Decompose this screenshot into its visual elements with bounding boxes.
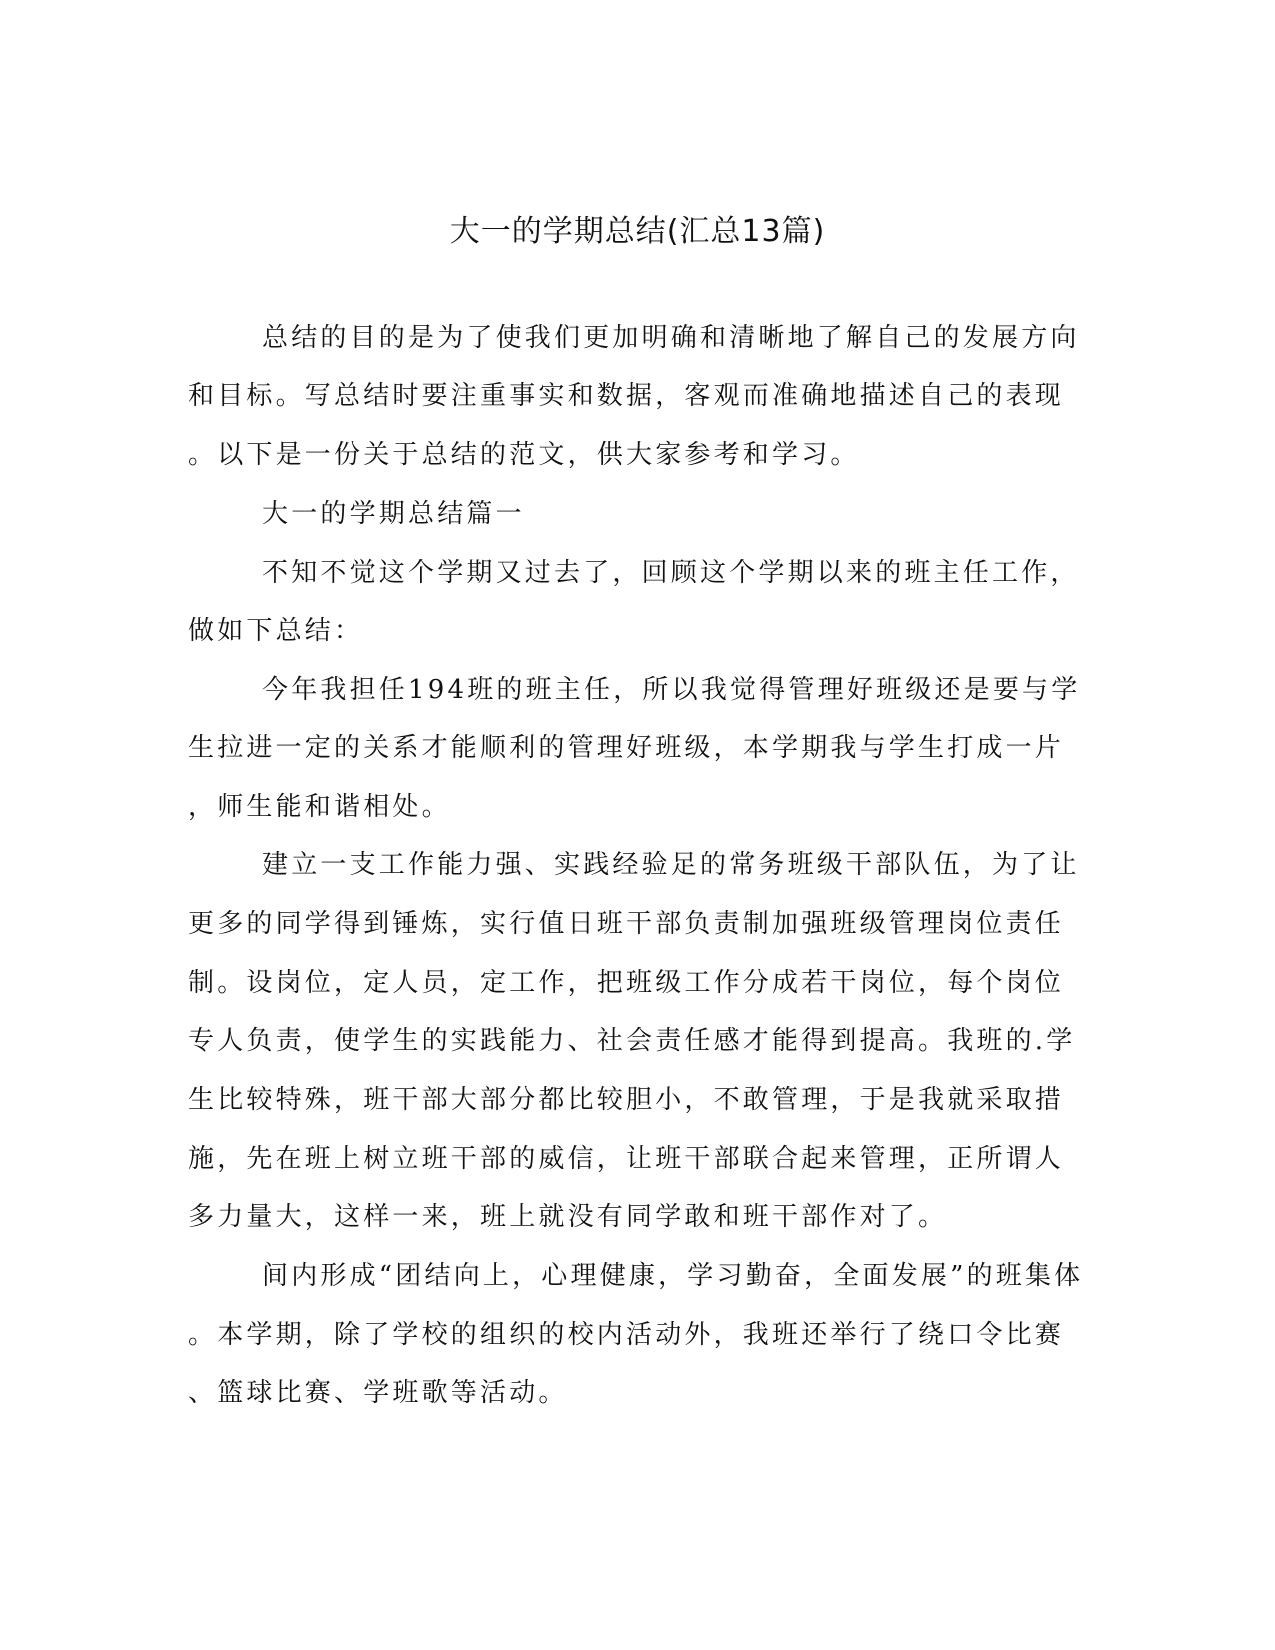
section-heading: 大一的学期总结篇一 — [262, 499, 525, 529]
paragraph3-line-4: 专人负责，使学生的实践能力、社会责任感才能得到提高。我班的.学 — [188, 1026, 1076, 1056]
paragraph2-line-1: 今年我担任194班的班主任，所以我觉得管理好班级还是要与学 — [262, 675, 1081, 705]
paragraph3-line-7: 多力量大，这样一来，班上就没有同学敢和班干部作对了。 — [188, 1202, 948, 1232]
paragraph4-line-1: 间内形成“团结向上，心理健康，学习勤奋，全面发展”的班集体 — [262, 1261, 1084, 1291]
paragraph3-line-1: 建立一支工作能力强、实践经验足的常务班级干部队伍，为了让 — [262, 850, 1080, 880]
paragraph3-line-2: 更多的同学得到锤炼，实行值日班干部负责制加强班级管理岗位责任 — [188, 909, 1065, 939]
paragraph2-line-2: 生拉进一定的关系才能顺利的管理好班级，本学期我与学生打成一片 — [188, 733, 1065, 763]
document-title: 大一的学期总结(汇总13篇) — [449, 214, 826, 249]
paragraph1-line-2: 做如下总结： — [188, 616, 364, 646]
paragraph4-line-3: 、篮球比赛、学班歌等活动。 — [188, 1378, 568, 1408]
intro-line-1: 总结的目的是为了使我们更加明确和清晰地了解自己的发展方向 — [262, 323, 1080, 353]
paragraph3-line-3: 制。设岗位，定人员，定工作，把班级工作分成若干岗位，每个岗位 — [188, 968, 1065, 998]
paragraph1-line-1: 不知不觉这个学期又过去了，回顾这个学期以来的班主任工作， — [262, 558, 1080, 588]
paragraph4-line-2: 。本学期，除了学校的组织的校内活动外，我班还举行了绕口令比赛 — [188, 1320, 1065, 1350]
intro-line-3: 。以下是一份关于总结的范文，供大家参考和学习。 — [188, 440, 860, 470]
paragraph3-line-5: 生比较特殊，班干部大部分都比较胆小，不敢管理，于是我就采取措 — [188, 1085, 1065, 1115]
intro-line-2: 和目标。写总结时要注重事实和数据，客观而准确地描述自己的表现 — [188, 381, 1065, 411]
paragraph2-line-3: ，师生能和谐相处。 — [188, 792, 451, 822]
paragraph3-line-6: 施，先在班上树立班干部的威信，让班干部联合起来管理，正所谓人 — [188, 1144, 1065, 1174]
